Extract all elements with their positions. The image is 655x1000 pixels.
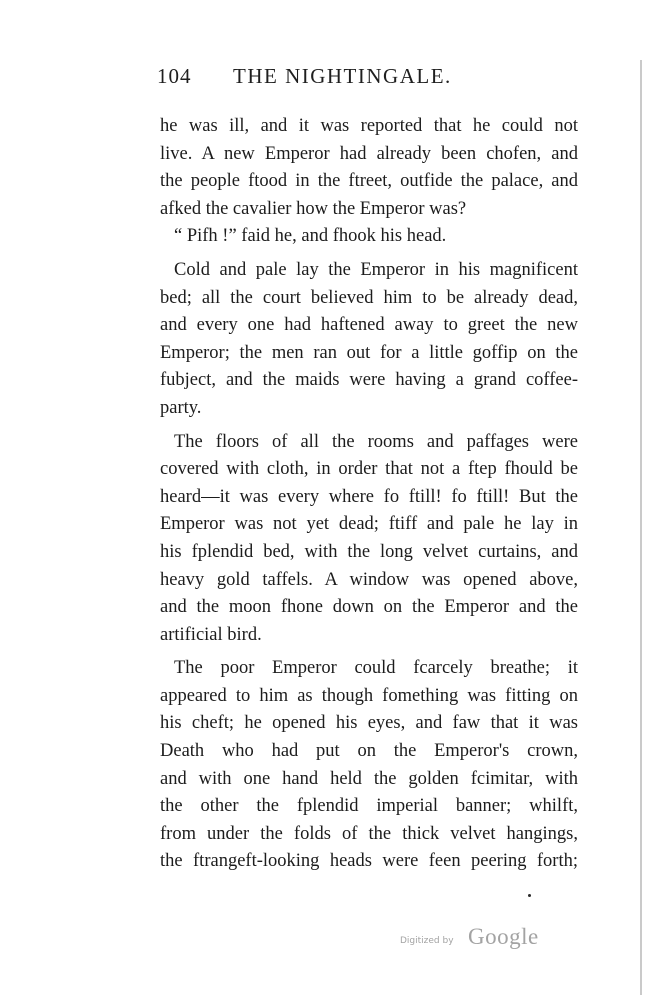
text-line: The floors of all the rooms and paffages were — [174, 431, 578, 452]
text-line: Cold and pale lay the Emperor in his magnificent — [174, 259, 578, 280]
text-line: appeared to him as though fomething was fitting on — [160, 685, 578, 706]
text-line: Emperor was not yet dead; ftiff and pale he lay in — [160, 514, 578, 535]
ink-speck — [528, 894, 531, 897]
body-text — [160, 113, 578, 876]
text-line: Death who had put on the Emperor's crown, — [160, 741, 578, 762]
text-line: the people ftood in the ftreet, outfide the palace, and — [160, 171, 578, 192]
text-line: bed; all the court believed him to be already dead, — [160, 287, 578, 308]
text-line: party. — [160, 397, 202, 418]
page-number: 104 — [157, 64, 192, 88]
running-title: THE NIGHTINGALE. — [233, 64, 452, 88]
text-line: and every one had haftened away to greet the new — [160, 315, 578, 336]
text-line: Emperor; the men ran out for a little goffip on the — [160, 342, 578, 363]
digitized-watermark — [398, 924, 558, 954]
text-line: his fplendid bed, with the long velvet curtains, and — [160, 541, 578, 562]
google-logo: Google — [468, 924, 539, 949]
text-line: “ Pifh !” faid he, and fhook his head. — [174, 226, 447, 247]
text-line: fubject, and the maids were having a grand coffee- — [160, 370, 578, 391]
text-line: heard—it was every where fo ftill! fo ftill! But the — [160, 486, 578, 507]
page-header — [155, 64, 585, 98]
text-line: live. A new Emperor had already been chofen, and — [160, 143, 578, 164]
text-line: artificial bird. — [160, 624, 262, 645]
text-line: afked the cavalier how the Emperor was? — [160, 198, 467, 219]
text-line: his cheft; he opened his eyes, and faw that it was — [160, 713, 578, 734]
text-line: covered with cloth, in order that not a ftep fhould be — [160, 459, 578, 480]
text-line: the other the fplendid imperial banner; whilft, — [160, 796, 578, 817]
watermark-prefix: Digitized by — [400, 936, 454, 946]
text-line: he was ill, and it was reported that he could not — [160, 116, 578, 136]
text-line: and with one hand held the golden fcimitar, with — [160, 768, 578, 789]
text-line: from under the folds of the thick velvet hangings, — [160, 823, 578, 844]
page-edge-rule — [640, 60, 642, 995]
text-line: the ftrangeft-looking heads were feen peering forth; — [160, 851, 578, 872]
text-line: The poor Emperor could fcarcely breathe; it — [174, 658, 578, 679]
text-line: heavy gold taffels. A window was opened above, — [160, 569, 578, 590]
text-line: and the moon fhone down on the Emperor and the — [160, 597, 578, 618]
